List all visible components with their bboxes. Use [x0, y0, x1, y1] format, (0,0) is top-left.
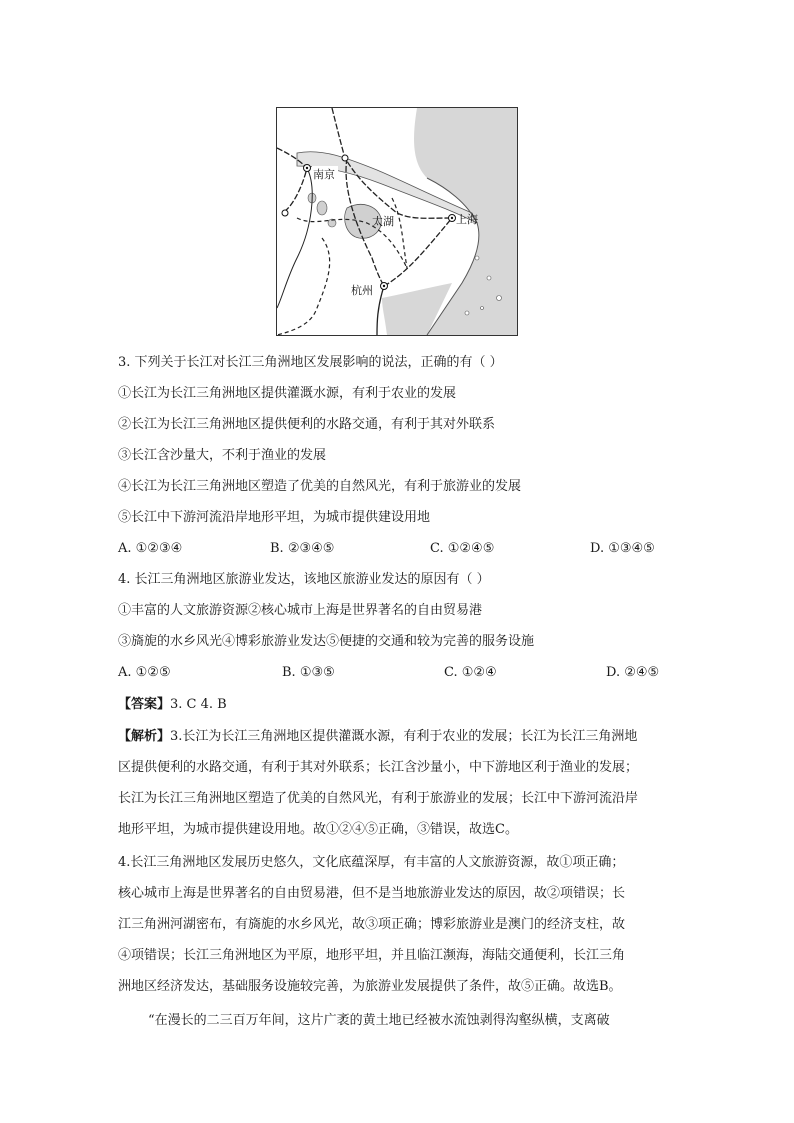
q4-option-c: C. ①②④	[444, 665, 497, 680]
taihu-label: 太湖	[372, 215, 394, 228]
city-dot	[451, 217, 453, 219]
q3-option-d: D. ①③④⑤	[590, 541, 655, 556]
small-lake	[317, 201, 327, 215]
q4-option-a: A. ①②⑤	[118, 665, 171, 680]
q3-option-c: C. ①②④⑤	[430, 541, 495, 556]
railway	[277, 168, 312, 308]
analysis-text: 3.长江为长江三角洲地区提供灌溉水源，有利于农业的发展；长江为长江三角洲地	[170, 729, 638, 744]
analysis-line-5: 4.长江三角洲地区发展历史悠久，文化底蕴深厚，有丰富的人文旅游资源，故①项正确；	[118, 855, 625, 870]
city-dot	[383, 285, 385, 287]
island	[497, 296, 502, 301]
q3-statement-1: ①长江为长江三角洲地区提供灌溉水源，有利于农业的发展	[118, 386, 457, 401]
boundary	[392, 198, 407, 268]
analysis-line-3: 长江为长江三角洲地区塑造了优美的自然风光，有利于旅游业的发展；长江中下游河流沿岸	[118, 791, 639, 806]
q4-statement-2: ③旖旎的水乡风光④博彩旅游业发达⑤便捷的交通和较为完善的服务设施	[118, 634, 535, 649]
island	[487, 276, 491, 280]
shanghai-label: 上海	[456, 213, 478, 226]
q3-stem: 3. 下列关于长江对长江三角洲地区发展影响的说法，正确的有（ ）	[118, 355, 503, 370]
next-passage-line: “在漫长的二三百万年间，这片广袤的黄土地已经被水流蚀剥得沟壑纵横，支离破	[148, 1013, 610, 1028]
hangzhou-label: 杭州	[351, 284, 373, 297]
answer-line	[118, 697, 227, 713]
q3-statement-2: ②长江为长江三角洲地区提供便利的水路交通，有利于其对外联系	[118, 417, 496, 432]
nanjing-label: 南京	[313, 168, 335, 181]
analysis-line-8: ④项错误；长江三角洲地区为平原，地形平坦，并且临江濒海，海陆交通便利，长江三角	[118, 948, 626, 963]
q4-option-b: B. ①③⑤	[282, 665, 335, 680]
city-marker	[342, 155, 348, 161]
city-dot	[306, 167, 308, 169]
railway	[384, 218, 452, 286]
answer-label: 【答案】	[118, 697, 171, 712]
q4-option-d: D. ②④⑤	[606, 665, 660, 680]
analysis-line-4: 地形平坦，为城市提供建设用地。故①②④⑤正确，③错误，故选C。	[118, 822, 518, 837]
q3-statement-4: ④长江为长江三角洲地区塑造了优美的自然风光，有利于旅游业的发展	[118, 479, 522, 494]
analysis-line-7: 江三角洲河湖密布，有旖旎的水乡风光，故③项正确；博彩旅游业是澳门的经济支柱，故	[118, 917, 626, 932]
q3-option-a: A. ①②③④	[118, 541, 183, 556]
q4-stem: 4. 长江三角洲地区旅游业发达，该地区旅游业发达的原因有（ ）	[118, 572, 490, 587]
island	[481, 307, 484, 310]
city-marker	[282, 210, 288, 216]
q4-statement-1: ①丰富的人文旅游资源②核心城市上海是世界著名的自由贸易港	[118, 603, 483, 618]
q3-statement-3: ③长江含沙量大，不利于渔业的发展	[118, 448, 327, 463]
q3-statement-5: ⑤长江中下游河流沿岸地形平坦，为城市提供建设用地	[118, 510, 431, 525]
island	[475, 256, 479, 260]
analysis-line-2: 区提供便利的水路交通，有利于其对外联系；长江含沙量小，中下游地区利于渔业的发展；	[118, 760, 639, 775]
q3-option-b: B. ②③④⑤	[270, 541, 335, 556]
analysis-line-6: 核心城市上海是世界著名的自由贸易港，但不是当地旅游业发达的原因，故②项错误；长	[118, 886, 626, 901]
analysis-line-1	[118, 729, 637, 745]
analysis-label: 【解析】	[118, 729, 171, 744]
railway	[377, 286, 384, 335]
yangtze-delta-map	[276, 107, 518, 336]
analysis-line-9: 洲地区经济发达，基础服务设施较完善，为旅游业发展提供了条件，故⑤正确。故选B。	[118, 979, 622, 994]
map-graphic	[277, 108, 517, 335]
island	[465, 311, 469, 315]
answer-text: 3. C 4. B	[170, 697, 227, 712]
